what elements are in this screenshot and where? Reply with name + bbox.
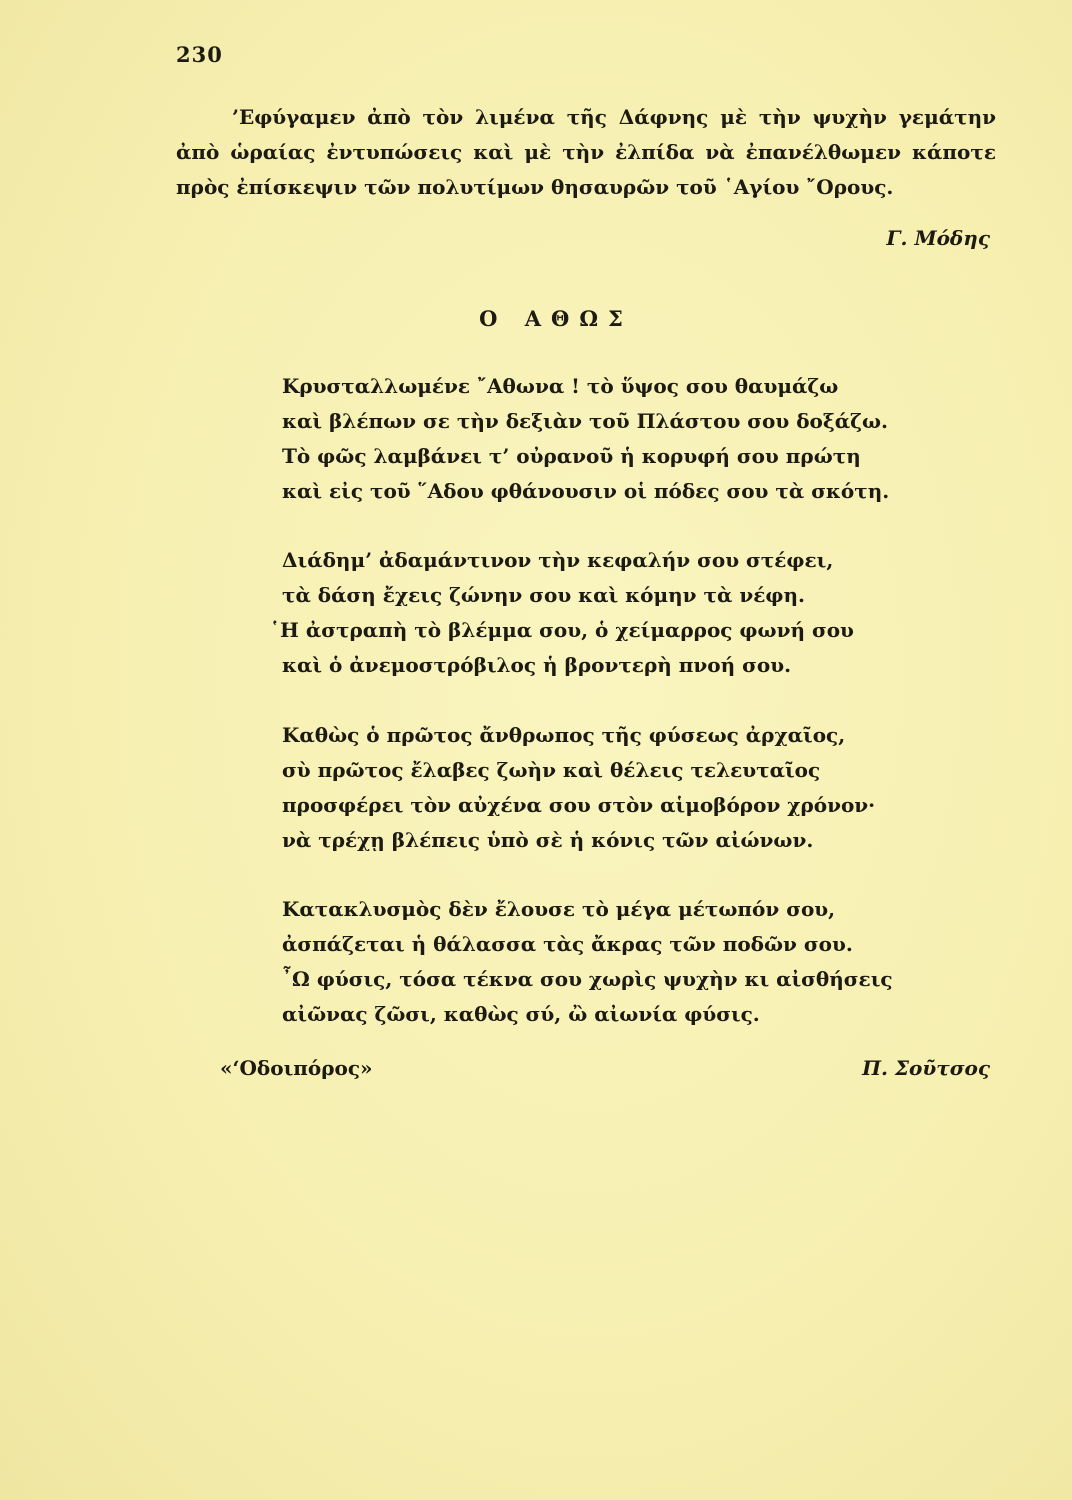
poem-source: «‘Οδοιπόρος» (220, 1056, 373, 1080)
poem-line: Κρυσταλλωμένε ῎Αθωνα ! τὸ ὕψος σου θαυμάζω (282, 374, 839, 398)
poem-line: Τὸ φῶς λαμβάνει τ’ οὐρανοῦ ἡ κορυφή σου πρώτη (282, 444, 861, 468)
poem-line: Καθὼς ὁ πρῶτος ἄνθρωπος τῆς φύσεως ἀρχαῖος, (282, 723, 846, 747)
poem-line: αἰῶνας ζῶσι, καθὼς σύ, ὢ αἰωνία φύσις. (282, 1002, 760, 1026)
prose-author: Γ. Μόδης (886, 226, 990, 250)
prose-text: ’Εφύγαμεν ἀπὸ τὸν λιμένα τῆς Δάφνης μὲ τὴν ψυχὴν γεμάτην ἀπὸ ὡραίας ἐντυπώσεις καὶ μὲ τὴν ἐλπίδα νὰ ἐπανέλθωμεν κάποτε πρὸς ἐπίσκεψιν τῶν πολυτίμων θησαυρῶν τοῦ ῾Αγίου ῎Ορους. (176, 105, 996, 199)
poem-line: σὺ πρῶτος ἔλαβες ζωὴν καὶ θέλεις τελευταῖος (282, 758, 821, 782)
poem-author: Π. Σοῦτσος (862, 1056, 990, 1080)
poem-title: Ο ΑΘΩΣ (479, 306, 633, 331)
stanza (282, 369, 982, 509)
prose-paragraph (176, 100, 996, 205)
poem-line: καὶ ὁ ἀνεμοστρόβιλος ἡ βροντερὴ πνοή σου. (282, 653, 792, 677)
stanza (270, 543, 982, 683)
poem-line: καὶ βλέπων σε τὴν δεξιὰν τοῦ Πλάστου σου δοξάζω. (282, 409, 888, 433)
poem-line: τὰ δάση ἔχεις ζώνην σου καὶ κόμην τὰ νέφη. (282, 583, 805, 607)
poem-line: Διάδημ’ ἀδαμάντινον τὴν κεφαλήν σου στέφει, (282, 548, 834, 572)
poem-line: νὰ τρέχῃ βλέπεις ὑπὸ σὲ ἡ κόνις τῶν αἰώνων. (282, 828, 814, 852)
stanza (282, 892, 982, 1032)
poem-line: προσφέρει τὸν αὐχένα σου στὸν αἱμοβόρον χρόνον· (282, 793, 876, 817)
poem-line: ἀσπάζεται ἡ θάλασσα τὰς ἄκρας τῶν ποδῶν σου. (282, 932, 853, 956)
poem-line: Κατακλυσμὸς δὲν ἔλουσε τὸ μέγα μέτωπόν σου, (282, 897, 836, 921)
poem-line: ῏Ω φύσις, τόσα τέκνα σου χωρὶς ψυχὴν κι αἰσθήσεις (282, 967, 893, 991)
poem-line: καὶ εἰς τοῦ ῞Αδου φθάνουσιν οἱ πόδες σου τὰ σκότη. (282, 479, 890, 503)
stanza (282, 718, 982, 858)
poem-line: ῾Η ἀστραπὴ τὸ βλέμμα σου, ὁ χείμαρρος φωνή σου (270, 618, 854, 642)
page-number: 230 (176, 42, 223, 67)
